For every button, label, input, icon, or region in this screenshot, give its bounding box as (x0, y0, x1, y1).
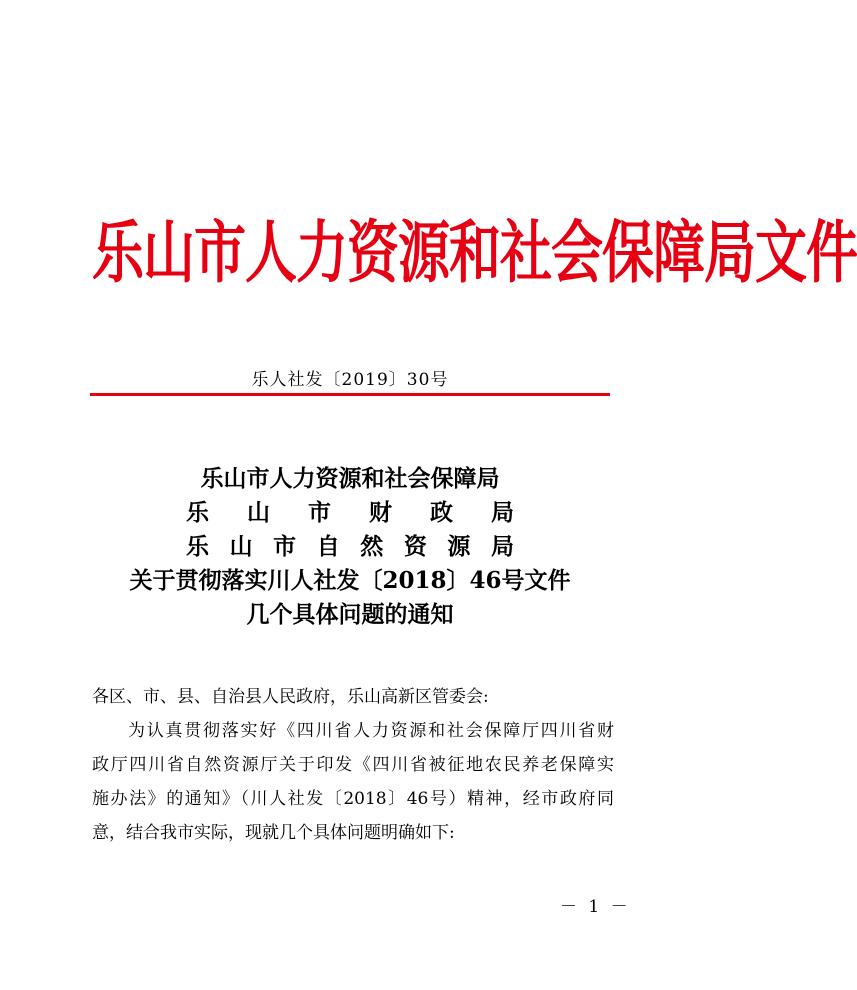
title-issuer-3-char: 自 (316, 533, 340, 560)
title-issuer-3-char: 源 (447, 533, 471, 560)
paragraph-line: 为认真贯彻落实好《四川省人力资源和社会保障厅四川省财 (128, 721, 614, 741)
title-issuer-3-char: 资 (403, 533, 427, 560)
document-header-title: 乐山市人力资源和社会保障局文件 (92, 213, 857, 293)
red-separator-line (90, 393, 610, 396)
paragraph-line: 意，结合我市实际，现就几个具体问题明确如下: (92, 823, 455, 843)
title-issuer-3-char: 局 (490, 533, 514, 560)
title-issuer-2-char: 局 (491, 499, 514, 526)
notice-body (92, 680, 614, 850)
document-number: 乐人社发〔2019〕30号 (251, 370, 449, 390)
paragraph-line: 施办法》的通知》（川人社发〔2018〕46号）精神，经市政府同 (92, 789, 614, 809)
page-number: － 1 － (560, 897, 631, 917)
title-issuer-2-char: 市 (308, 499, 331, 526)
title-issuer-1: 乐山市人力资源和社会保障局 (200, 465, 500, 492)
title-issuer-2 (186, 496, 514, 530)
title-subject-1: 关于贯彻落实川人社发〔2018〕46号文件 (129, 567, 571, 594)
paragraph-line: 政厅四川省自然资源厅关于印发《四川省被征地农民养老保障实 (92, 755, 614, 775)
title-issuer-3-char: 市 (273, 533, 297, 560)
title-issuer-2-char: 乐 (186, 499, 209, 526)
title-issuer-3-char: 乐 (186, 533, 209, 560)
title-issuer-2-char: 山 (247, 499, 270, 526)
addressee-line: 各区、市、县、自治县人民政府，乐山高新区管委会: (92, 687, 489, 707)
title-issuer-2-char: 财 (369, 499, 392, 526)
title-issuer-3-char: 山 (229, 533, 253, 560)
title-issuer-3 (186, 530, 514, 564)
notice-title (0, 462, 700, 632)
title-issuer-2-char: 政 (430, 499, 453, 526)
title-issuer-3-char: 然 (360, 533, 384, 560)
title-subject-2: 几个具体问题的通知 (246, 601, 454, 628)
